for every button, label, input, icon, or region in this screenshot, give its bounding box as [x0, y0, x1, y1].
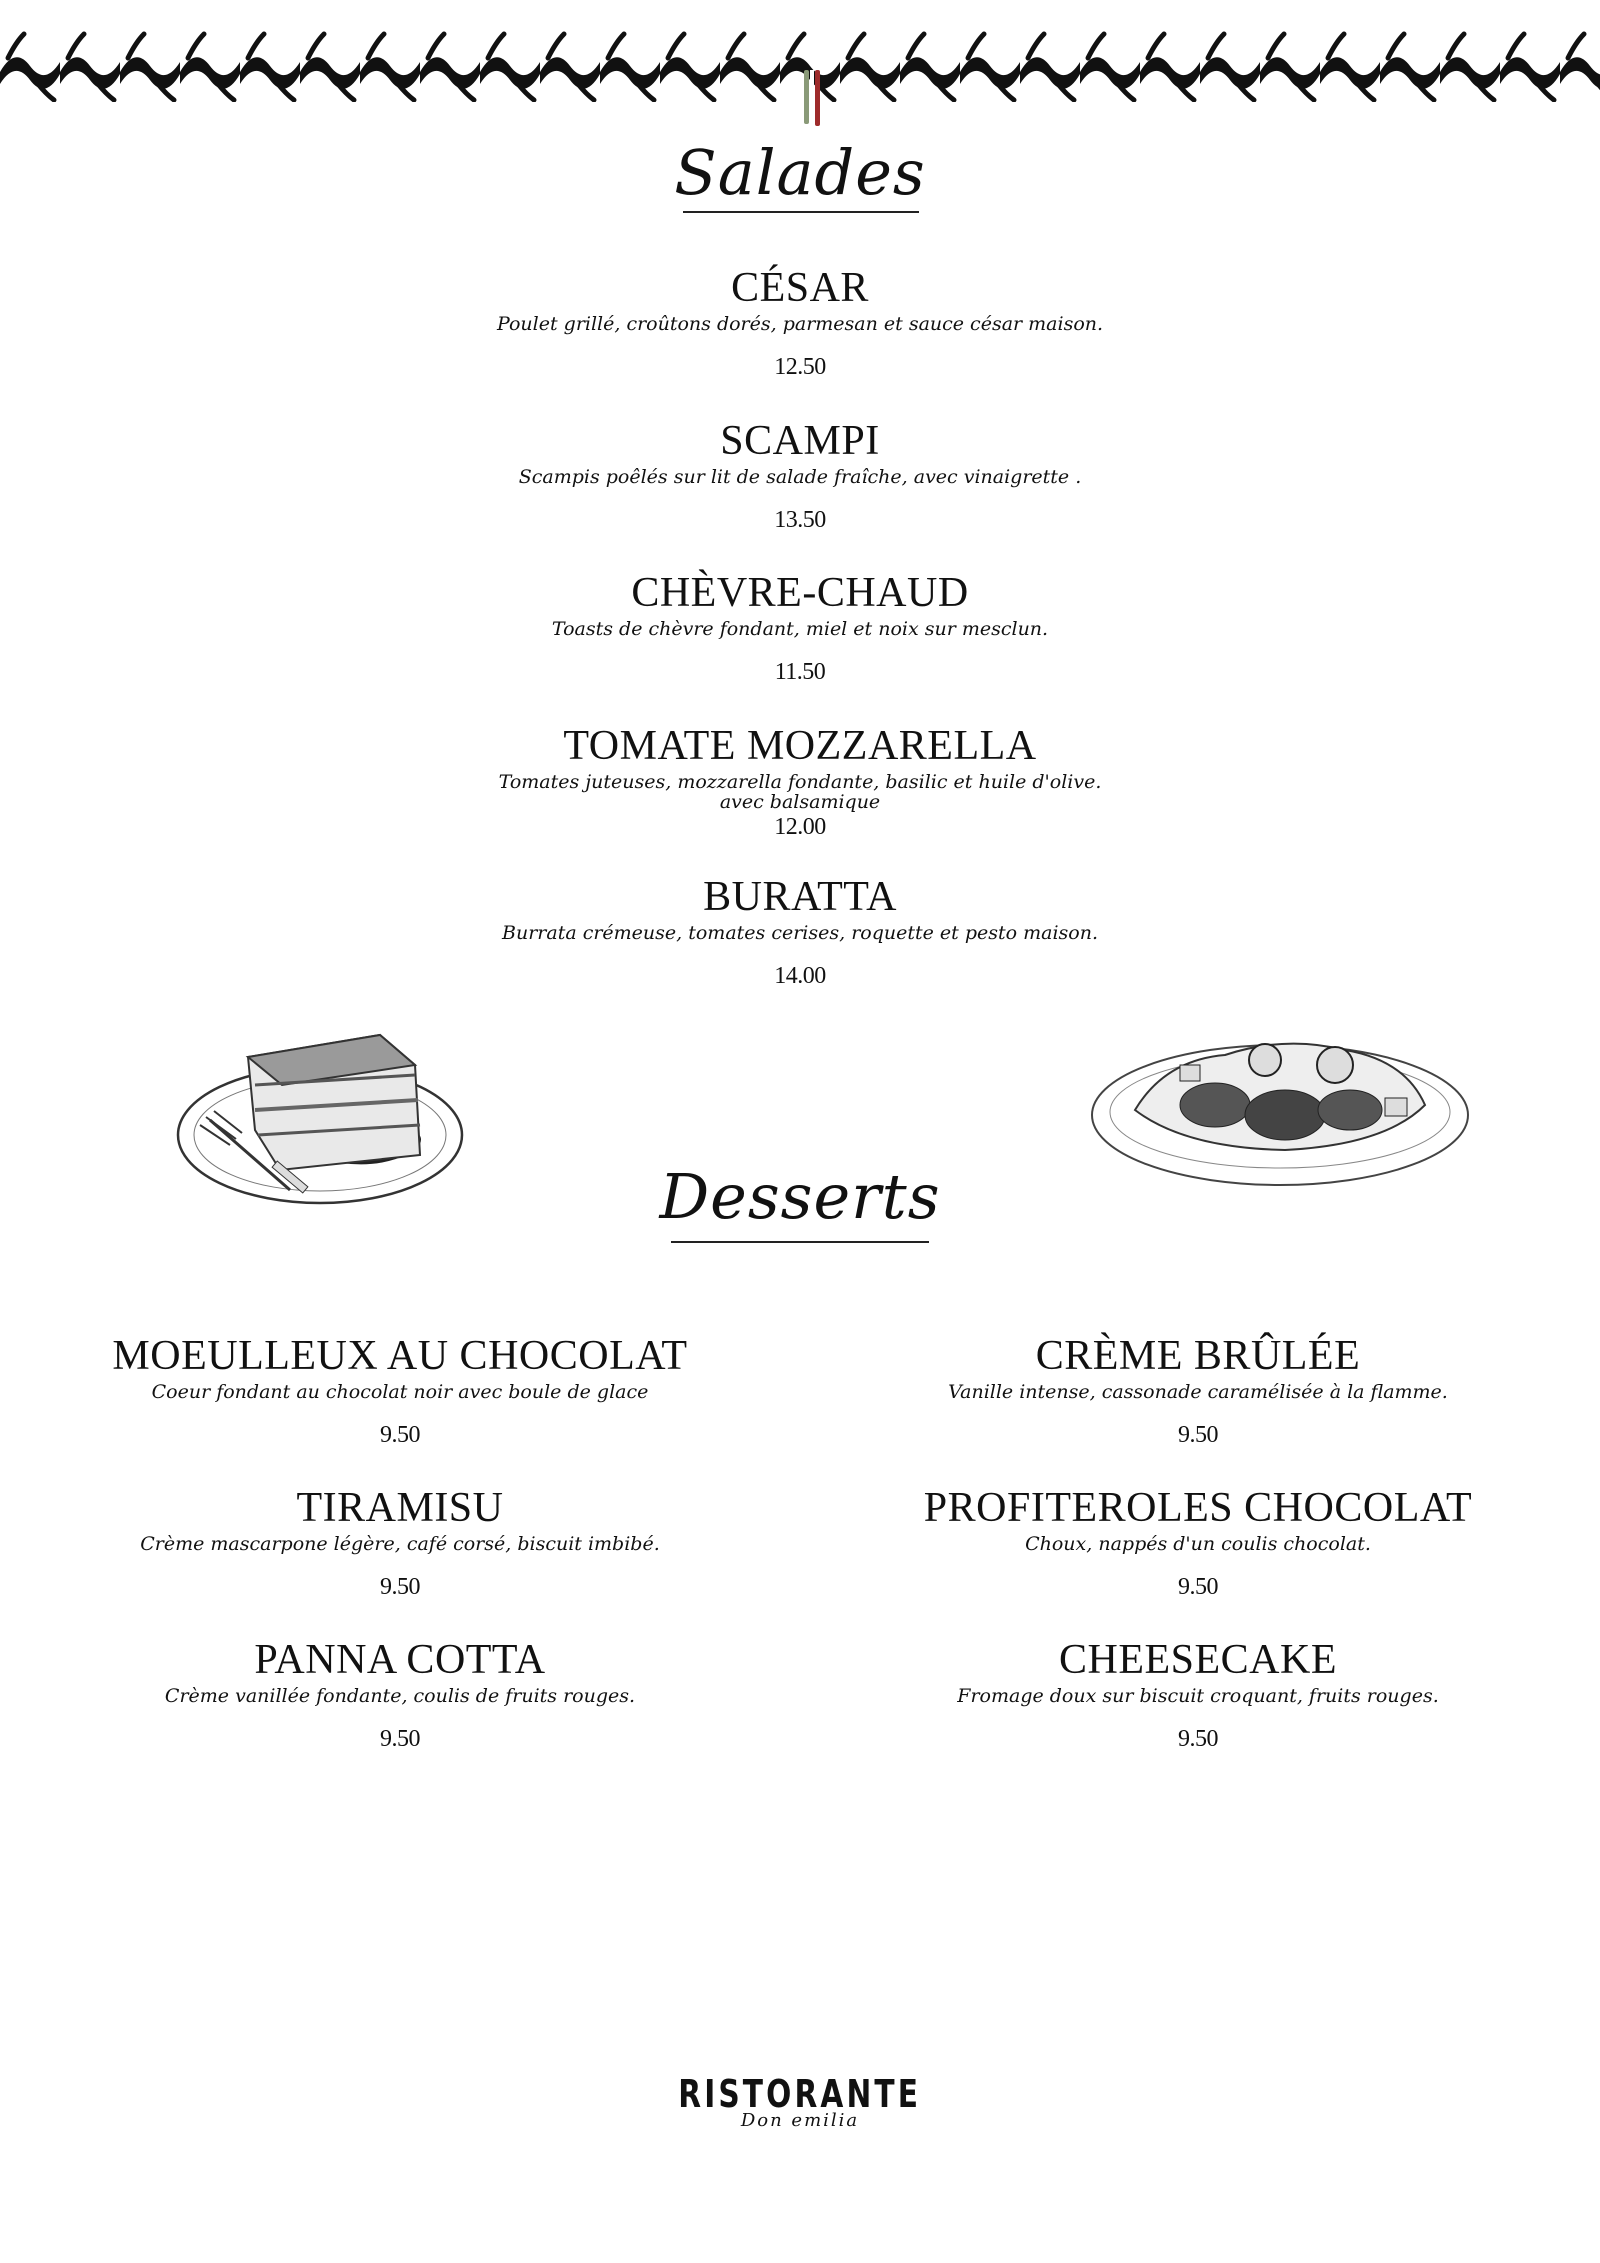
dessert-item-moeulleux: [40, 1333, 760, 1449]
item-description: Fromage doux sur biscuit croquant, fruits rouges.: [957, 1685, 1439, 1707]
dessert-item-panna-cotta: [40, 1637, 760, 1753]
item-description-extra: avec balsamique: [719, 791, 881, 813]
zigzag-wave-border: [0, 28, 1600, 102]
salad-item-chevre-chaud: [300, 570, 1300, 686]
italian-flag-icon: [802, 70, 822, 126]
salad-item-scampi: [300, 418, 1300, 534]
salad-item-tomate-mozzarella: [300, 723, 1300, 841]
dessert-item-cheesecake: [838, 1637, 1558, 1753]
item-description: Scampis poêlés sur lit de salade fraîche, avec vinaigrette .: [518, 466, 1082, 488]
desserts-title-underline: [671, 1241, 929, 1243]
item-name: CÉSAR: [731, 265, 869, 311]
item-name: SCAMPI: [720, 418, 880, 464]
item-name: TIRAMISU: [296, 1485, 504, 1531]
item-price: 9.50: [380, 1422, 420, 1448]
item-price: 9.50: [1178, 1726, 1218, 1752]
item-description: Tomates juteuses, mozzarella fondante, basilic et huile d'olive.: [498, 771, 1102, 793]
item-name: PANNA COTTA: [254, 1637, 546, 1683]
item-name: CRÈME BRÛLÉE: [1035, 1333, 1361, 1379]
desserts-section-title: Desserts: [659, 1160, 941, 1233]
item-price: 14.00: [774, 963, 826, 989]
dessert-item-tiramisu: [40, 1485, 760, 1601]
item-price: 12.50: [774, 354, 826, 380]
item-description: Crème vanillée fondante, coulis de fruits rouges.: [164, 1685, 636, 1707]
salades-section-title: Salades: [674, 136, 926, 209]
logo-brand-text: RISTORANTE: [678, 2072, 922, 2116]
item-price: 9.50: [380, 1726, 420, 1752]
item-name: TOMATE MOZZARELLA: [563, 723, 1037, 769]
item-description: Burrata crémeuse, tomates cerises, roquette et pesto maison.: [502, 922, 1098, 944]
item-name: CHÈVRE-CHAUD: [631, 570, 969, 616]
item-description: Poulet grillé, croûtons dorés, parmesan et sauce césar maison.: [496, 313, 1104, 335]
item-price: 12.00: [774, 814, 826, 840]
item-price: 9.50: [1178, 1422, 1218, 1448]
item-description: Choux, nappés d'un coulis chocolat.: [1025, 1533, 1371, 1555]
item-description: Coeur fondant au chocolat noir avec boule de glace: [151, 1381, 649, 1403]
logo-subtitle: Don emilia: [740, 2110, 860, 2131]
item-name: BURATTA: [703, 874, 897, 920]
item-name: MOEULLEUX AU CHOCOLAT: [112, 1333, 688, 1379]
dessert-item-profiteroles: [838, 1485, 1558, 1601]
item-description: Crème mascarpone légère, café corsé, biscuit imbibé.: [140, 1533, 660, 1555]
item-price: 13.50: [774, 507, 826, 533]
item-price: 11.50: [774, 659, 826, 685]
restaurant-logo: [0, 2072, 1600, 2131]
dessert-item-creme-brulee: [838, 1333, 1558, 1449]
item-description: Toasts de chèvre fondant, miel et noix sur mesclun.: [551, 618, 1049, 640]
salad-item-buratta: [300, 874, 1300, 990]
salades-title-underline: [683, 211, 919, 213]
item-name: CHEESECAKE: [1059, 1637, 1337, 1683]
item-price: 9.50: [380, 1574, 420, 1600]
item-description: Vanille intense, cassonade caramélisée à la flamme.: [948, 1381, 1448, 1403]
item-name: PROFITEROLES CHOCOLAT: [923, 1485, 1473, 1531]
salad-item-cesar: [300, 265, 1300, 381]
item-price: 9.50: [1178, 1574, 1218, 1600]
